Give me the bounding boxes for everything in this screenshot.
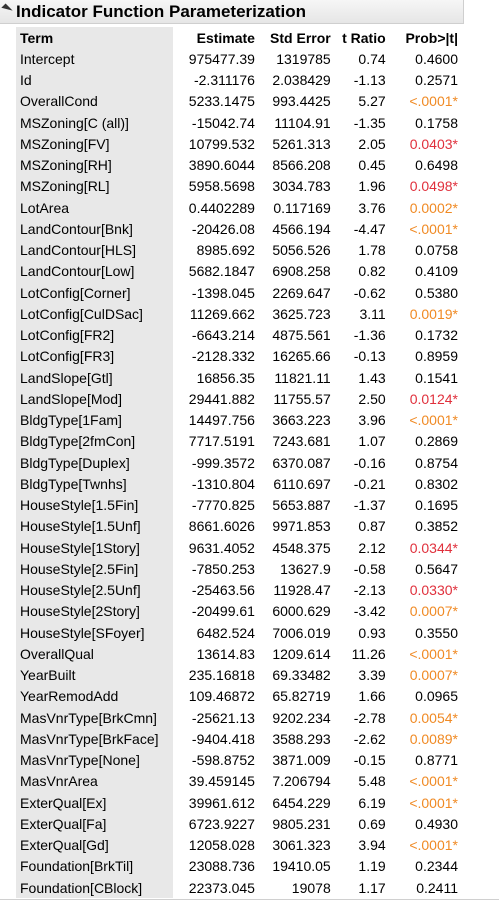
t-ratio-cell: 0.69: [358, 815, 386, 832]
estimate-cell: 6723.9227: [188, 815, 255, 832]
table-row[interactable]: [16, 707, 464, 728]
prob-cell: 0.0758: [415, 242, 458, 259]
estimate-cell: 0.4402289: [188, 199, 255, 216]
t-ratio-cell: 1.96: [358, 178, 386, 195]
table-row[interactable]: [16, 218, 464, 239]
term-cell: MasVnrType[BrkCmn]: [16, 707, 173, 728]
prob-cell: 0.3550: [415, 624, 458, 641]
std-error-cell: 11755.57: [273, 390, 331, 407]
t-ratio-cell: -0.58: [353, 560, 386, 577]
table-row[interactable]: [16, 176, 464, 197]
t-ratio-cell: -3.42: [353, 603, 386, 620]
prob-cell: 0.5647: [415, 560, 458, 577]
t-ratio-cell: 1.78: [358, 242, 386, 259]
std-error-cell: 11928.47: [273, 582, 331, 599]
prob-cell: 0.8959: [415, 348, 458, 365]
table-row[interactable]: [16, 516, 464, 537]
prob-cell: 0.8771: [415, 752, 458, 769]
table-row[interactable]: [16, 622, 464, 643]
prob-cell: 0.0330*: [409, 582, 458, 599]
term-cell: ExterQual[Ex]: [16, 792, 173, 813]
std-error-cell: 7.206794: [272, 773, 331, 790]
estimate-cell: -1310.804: [191, 475, 255, 492]
term-cell: Intercept: [16, 48, 173, 69]
std-error-cell: 9805.231: [272, 815, 331, 832]
column-header-std-error[interactable]: Std Error: [270, 29, 331, 46]
estimate-cell: 23088.736: [188, 858, 255, 875]
estimate-cell: -7770.825: [191, 497, 255, 514]
estimate-cell: -25621.13: [191, 709, 255, 726]
std-error-cell: 5653.887: [272, 497, 331, 514]
estimate-cell: 235.16818: [188, 667, 255, 684]
prob-cell: <.0001*: [409, 220, 458, 237]
estimate-cell: 13614.83: [196, 645, 255, 662]
estimate-cell: 6482.524: [196, 624, 255, 641]
estimate-cell: 109.46872: [188, 688, 255, 705]
table-row[interactable]: [16, 750, 464, 771]
estimate-cell: -20426.08: [191, 220, 255, 237]
term-cell: OverallQual: [16, 643, 173, 664]
estimate-cell: 10799.532: [188, 135, 255, 152]
term-cell: LotConfig[FR3]: [16, 346, 173, 367]
report-header[interactable]: [0, 0, 464, 24]
std-error-cell: 6908.258: [272, 263, 331, 280]
term-cell: HouseStyle[1.5Unf]: [16, 516, 173, 537]
table-row[interactable]: [16, 112, 464, 133]
t-ratio-cell: 1.07: [358, 433, 386, 450]
prob-cell: 0.4600: [415, 50, 458, 67]
term-cell: MasVnrType[BrkFace]: [16, 728, 173, 749]
table-row[interactable]: [16, 686, 464, 707]
prob-cell: 0.2869: [415, 433, 458, 450]
prob-cell: 0.0344*: [409, 539, 458, 556]
term-cell: OverallCond: [16, 91, 173, 112]
table-body: [16, 48, 464, 898]
term-cell: BldgType[1Fam]: [16, 410, 173, 431]
disclosure-triangle-icon[interactable]: [1, 3, 12, 14]
prob-cell: 0.1695: [415, 497, 458, 514]
table-row[interactable]: [16, 473, 464, 494]
t-ratio-cell: 3.11: [359, 305, 386, 322]
estimate-cell: 14497.756: [188, 412, 255, 429]
t-ratio-cell: 3.96: [358, 412, 386, 429]
estimate-cell: -15042.74: [191, 114, 255, 131]
term-cell: YearRemodAdd: [16, 686, 173, 707]
std-error-cell: 6000.629: [272, 603, 331, 620]
term-cell: YearBuilt: [16, 665, 173, 686]
table-row[interactable]: [16, 367, 464, 388]
table-row[interactable]: [16, 580, 464, 601]
estimate-cell: 7717.5191: [188, 433, 255, 450]
prob-cell: 0.2571: [415, 72, 458, 89]
column-header-estimate[interactable]: Estimate: [196, 29, 255, 46]
table-row[interactable]: [16, 813, 464, 834]
term-cell: Foundation[BrkTil]: [16, 856, 173, 877]
column-header-prob[interactable]: Prob>|t|: [405, 29, 458, 46]
term-cell: HouseStyle[1Story]: [16, 537, 173, 558]
prob-cell: <.0001*: [409, 773, 458, 790]
table-row[interactable]: [16, 835, 464, 856]
estimate-cell: -598.8752: [191, 752, 255, 769]
t-ratio-cell: 11.26: [351, 645, 386, 662]
std-error-cell: 11821.11: [274, 369, 331, 386]
t-ratio-cell: -1.35: [353, 114, 386, 131]
t-ratio-cell: -0.13: [353, 348, 386, 365]
prob-cell: 0.1541: [415, 369, 458, 386]
std-error-cell: 4566.194: [272, 220, 331, 237]
estimate-cell: 22373.045: [188, 879, 255, 896]
prob-cell: 0.0019*: [409, 305, 458, 322]
std-error-cell: 9202.234: [272, 709, 331, 726]
table-row[interactable]: [16, 240, 464, 261]
term-cell: HouseStyle[2.5Fin]: [16, 558, 173, 579]
t-ratio-cell: 1.19: [358, 858, 386, 875]
term-cell: LotConfig[FR2]: [16, 325, 173, 346]
prob-cell: 0.0498*: [409, 178, 458, 195]
table-row[interactable]: [16, 91, 464, 112]
std-error-cell: 6454.229: [272, 794, 331, 811]
t-ratio-cell: 2.50: [358, 390, 386, 407]
estimate-cell: 39.459145: [188, 773, 255, 790]
estimate-cell: -7850.253: [191, 560, 255, 577]
term-cell: HouseStyle[SFoyer]: [16, 622, 173, 643]
table-row[interactable]: [16, 346, 464, 367]
std-error-cell: 5261.313: [272, 135, 331, 152]
t-ratio-cell: 0.45: [358, 157, 386, 174]
estimate-cell: -25463.56: [191, 582, 255, 599]
std-error-cell: 69.33482: [272, 667, 331, 684]
t-ratio-cell: 0.82: [358, 263, 386, 280]
estimate-cell: -2.311176: [193, 72, 255, 89]
table-row[interactable]: [16, 325, 464, 346]
report-title: Indicator Function Parameterization: [16, 1, 306, 21]
estimate-cell: 12058.028: [188, 837, 255, 854]
t-ratio-cell: 0.93: [358, 624, 386, 641]
term-cell: Foundation[CBlock]: [16, 877, 173, 898]
prob-cell: 0.0124*: [409, 390, 458, 407]
std-error-cell: 16265.66: [272, 348, 331, 365]
estimate-cell: -2128.332: [191, 348, 255, 365]
bottom-divider: [0, 899, 499, 900]
std-error-cell: 4875.561: [272, 327, 331, 344]
std-error-cell: 3871.009: [272, 752, 331, 769]
std-error-cell: 9971.853: [272, 518, 331, 535]
std-error-cell: 5056.526: [272, 242, 331, 259]
term-cell: ExterQual[Gd]: [16, 835, 173, 856]
term-cell: MSZoning[C (all)]: [16, 112, 173, 133]
prob-cell: 0.4930: [415, 815, 458, 832]
prob-cell: 0.2411: [416, 879, 458, 896]
term-cell: MSZoning[FV]: [16, 133, 173, 154]
std-error-cell: 3625.723: [272, 305, 331, 322]
column-header-t-ratio[interactable]: t Ratio: [342, 29, 386, 46]
prob-cell: 0.0054*: [409, 709, 458, 726]
term-cell: ExterQual[Fa]: [16, 813, 173, 834]
std-error-cell: 7006.019: [272, 624, 331, 641]
parameter-estimates-table: [16, 27, 464, 898]
std-error-cell: 2269.647: [272, 284, 331, 301]
term-cell: BldgType[Duplex]: [16, 452, 173, 473]
prob-cell: 0.0089*: [409, 730, 458, 747]
t-ratio-cell: -0.62: [353, 284, 386, 301]
t-ratio-cell: -1.36: [353, 327, 386, 344]
table-row[interactable]: [16, 282, 464, 303]
t-ratio-cell: -2.13: [353, 582, 386, 599]
table-row[interactable]: [16, 792, 464, 813]
estimate-cell: 29441.882: [188, 390, 255, 407]
table-row[interactable]: [16, 665, 464, 686]
t-ratio-cell: 6.19: [358, 794, 386, 811]
table-row[interactable]: [16, 558, 464, 579]
prob-cell: 0.1732: [415, 327, 458, 344]
std-error-cell: 19078: [291, 879, 331, 896]
estimate-cell: -9404.418: [191, 730, 255, 747]
table-row[interactable]: [16, 728, 464, 749]
std-error-cell: 4548.375: [272, 539, 331, 556]
prob-cell: <.0001*: [409, 412, 458, 429]
prob-cell: 0.6498: [415, 157, 458, 174]
std-error-cell: 11104.91: [274, 114, 331, 131]
table-row[interactable]: [16, 877, 464, 898]
std-error-cell: 8566.208: [272, 157, 331, 174]
estimate-cell: -1398.045: [191, 284, 255, 301]
prob-cell: 0.2344: [415, 858, 458, 875]
prob-cell: <.0001*: [409, 794, 458, 811]
prob-cell: 0.0403*: [409, 135, 458, 152]
table-row[interactable]: [16, 155, 464, 176]
term-cell: MasVnrArea: [16, 771, 173, 792]
term-cell: HouseStyle[1.5Fin]: [16, 495, 173, 516]
term-cell: BldgType[2fmCon]: [16, 431, 173, 452]
estimate-cell: 39961.612: [188, 794, 255, 811]
t-ratio-cell: -2.78: [353, 709, 386, 726]
term-cell: LandContour[Bnk]: [16, 218, 173, 239]
table-row[interactable]: [16, 303, 464, 324]
prob-cell: 0.0007*: [409, 667, 458, 684]
estimate-cell: 5233.1475: [188, 93, 255, 110]
table-row[interactable]: [16, 856, 464, 877]
std-error-cell: 3588.293: [272, 730, 331, 747]
term-cell: MSZoning[RH]: [16, 155, 173, 176]
prob-cell: 0.3852: [415, 518, 458, 535]
estimate-cell: 5682.1847: [188, 263, 255, 280]
prob-cell: 0.0007*: [409, 603, 458, 620]
t-ratio-cell: -0.15: [353, 752, 386, 769]
std-error-cell: 3663.223: [272, 412, 331, 429]
table-header-row: [16, 27, 464, 48]
t-ratio-cell: -1.13: [353, 72, 386, 89]
term-cell: HouseStyle[2Story]: [16, 601, 173, 622]
table-row[interactable]: [16, 388, 464, 409]
column-header-term[interactable]: Term: [16, 27, 173, 48]
t-ratio-cell: 0.87: [358, 518, 386, 535]
t-ratio-cell: -0.16: [353, 454, 386, 471]
prob-cell: 0.8754: [415, 454, 458, 471]
term-cell: LandSlope[Mod]: [16, 388, 173, 409]
prob-cell: 0.5380: [415, 284, 458, 301]
t-ratio-cell: 2.12: [358, 539, 386, 556]
term-cell: LandContour[Low]: [16, 261, 173, 282]
t-ratio-cell: 3.94: [358, 837, 386, 854]
prob-cell: <.0001*: [409, 645, 458, 662]
std-error-cell: 1319785: [276, 50, 331, 67]
table-row[interactable]: [16, 48, 464, 69]
table-row[interactable]: [16, 410, 464, 431]
estimate-cell: -20499.61: [191, 603, 255, 620]
prob-cell: 0.0965: [415, 688, 458, 705]
t-ratio-cell: 1.17: [358, 879, 386, 896]
term-cell: MasVnrType[None]: [16, 750, 173, 771]
prob-cell: <.0001*: [409, 837, 458, 854]
table-row[interactable]: [16, 601, 464, 622]
term-cell: LandContour[HLS]: [16, 240, 173, 261]
estimate-cell: 8985.692: [196, 242, 255, 259]
prob-cell: <.0001*: [409, 93, 458, 110]
std-error-cell: 0.117169: [273, 199, 331, 216]
table-row[interactable]: [16, 133, 464, 154]
term-cell: HouseStyle[2.5Unf]: [16, 580, 173, 601]
std-error-cell: 19410.05: [272, 858, 331, 875]
term-cell: BldgType[Twnhs]: [16, 473, 173, 494]
std-error-cell: 3034.783: [272, 178, 331, 195]
estimate-cell: -999.3572: [191, 454, 255, 471]
estimate-cell: -6643.214: [191, 327, 255, 344]
estimate-cell: 975477.39: [188, 50, 255, 67]
t-ratio-cell: -1.37: [353, 497, 386, 514]
std-error-cell: 3061.323: [272, 837, 331, 854]
term-cell: LandSlope[Gtl]: [16, 367, 173, 388]
t-ratio-cell: 1.43: [358, 369, 386, 386]
table-row[interactable]: [16, 537, 464, 558]
t-ratio-cell: -2.62: [353, 730, 386, 747]
std-error-cell: 65.82719: [272, 688, 331, 705]
table-row[interactable]: [16, 261, 464, 282]
std-error-cell: 6110.697: [273, 475, 331, 492]
estimate-cell: 11269.662: [189, 305, 255, 322]
term-cell: Id: [16, 70, 173, 91]
term-cell: MSZoning[RL]: [16, 176, 173, 197]
std-error-cell: 7243.681: [272, 433, 331, 450]
std-error-cell: 1209.614: [272, 645, 331, 662]
table-row[interactable]: [16, 771, 464, 792]
t-ratio-cell: -4.47: [353, 220, 386, 237]
t-ratio-cell: 1.66: [358, 688, 386, 705]
estimate-cell: 8661.6026: [188, 518, 255, 535]
std-error-cell: 13627.9: [280, 560, 331, 577]
table-row[interactable]: [16, 197, 464, 218]
term-cell: LotConfig[CulDSac]: [16, 303, 173, 324]
std-error-cell: 6370.087: [272, 454, 331, 471]
table-row[interactable]: [16, 495, 464, 516]
table-row[interactable]: [16, 431, 464, 452]
estimate-cell: 3890.6044: [188, 157, 255, 174]
prob-cell: 0.0002*: [409, 199, 458, 216]
term-cell: LotConfig[Corner]: [16, 282, 173, 303]
t-ratio-cell: 3.39: [358, 667, 386, 684]
t-ratio-cell: 5.27: [358, 93, 386, 110]
table-row[interactable]: [16, 452, 464, 473]
std-error-cell: 993.4425: [272, 93, 331, 110]
estimate-cell: 5958.5698: [188, 178, 255, 195]
estimate-cell: 16856.35: [196, 369, 255, 386]
term-cell: LotArea: [16, 197, 173, 218]
prob-cell: 0.4109: [415, 263, 458, 280]
prob-cell: 0.1758: [415, 114, 458, 131]
std-error-cell: 2.038429: [272, 72, 331, 89]
t-ratio-cell: 5.48: [358, 773, 386, 790]
t-ratio-cell: 0.74: [358, 50, 386, 67]
table-row[interactable]: [16, 643, 464, 664]
prob-cell: 0.8302: [415, 475, 458, 492]
table-row[interactable]: [16, 70, 464, 91]
estimate-cell: 9631.4052: [188, 539, 255, 556]
t-ratio-cell: 2.05: [358, 135, 386, 152]
t-ratio-cell: -0.21: [353, 475, 386, 492]
t-ratio-cell: 3.76: [358, 199, 386, 216]
